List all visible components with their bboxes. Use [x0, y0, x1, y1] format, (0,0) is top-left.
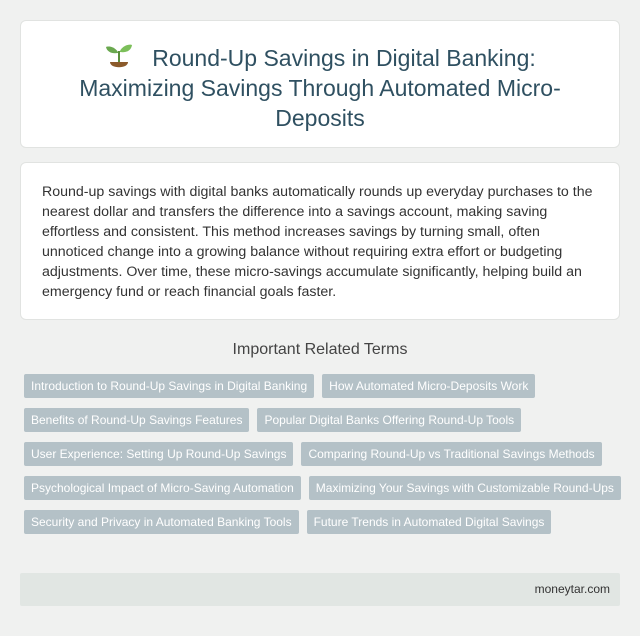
related-term-tag[interactable]: Comparing Round-Up vs Traditional Savings Methods — [301, 442, 601, 466]
footer — [20, 573, 620, 606]
related-term-tag[interactable]: Maximizing Your Savings with Customizable Round-Ups — [309, 476, 621, 500]
related-term-tag[interactable]: Security and Privacy in Automated Banking Tools — [24, 510, 299, 534]
related-term-tag[interactable]: Introduction to Round-Up Savings in Digital Banking — [24, 374, 314, 398]
footer-site-link[interactable]: moneytar.com — [534, 582, 610, 596]
related-terms-list — [24, 374, 624, 534]
summary-card — [20, 162, 620, 320]
related-term-tag[interactable]: Psychological Impact of Micro-Saving Automation — [24, 476, 301, 500]
page-title-text: Round-Up Savings in Digital Banking: Maximizing Savings Through Automated Micro-Deposits — [79, 45, 561, 131]
related-terms-heading: Important Related Terms — [232, 341, 408, 358]
seedling-icon — [104, 44, 134, 70]
related-term-tag[interactable]: Benefits of Round-Up Savings Features — [24, 408, 249, 432]
page-title — [51, 43, 589, 133]
related-term-tag[interactable]: How Automated Micro-Deposits Work — [322, 374, 535, 398]
related-term-tag[interactable]: User Experience: Setting Up Round-Up Savings — [24, 442, 293, 466]
title-card — [20, 20, 620, 148]
summary-text: Round-up savings with digital banks automatically rounds up everyday purchases to the nearest dollar and transfers the difference into a savings account, making saving effortless and consistent. This method increases savings by turning small, often unnoticed change into a growing balance without requiring extra effort or budgeting adjustments. Over time, these micro-savings accumulate significantly, helping build an emergency fund or reach financial goals faster. — [42, 184, 593, 300]
related-term-tag[interactable]: Popular Digital Banks Offering Round-Up Tools — [257, 408, 521, 432]
related-term-tag[interactable]: Future Trends in Automated Digital Savings — [307, 510, 552, 534]
